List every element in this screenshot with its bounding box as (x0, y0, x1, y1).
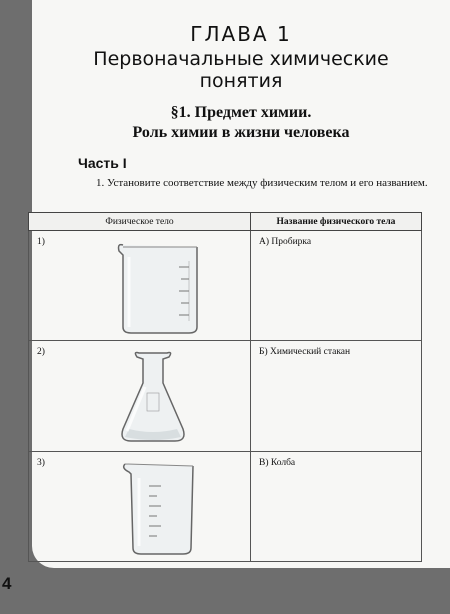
object-cell (29, 231, 251, 341)
measuring-cup-icon (117, 458, 207, 558)
section-title-line: §1. Предмет химии. (170, 104, 312, 121)
name-cell (251, 231, 422, 341)
chapter-title-line: Первоначальные химические (93, 48, 389, 70)
section-title-line: Роль химии в жизни человека (132, 124, 350, 141)
table-row (29, 341, 422, 451)
name-cell (251, 341, 422, 451)
option-label: А) Пробирка (259, 237, 312, 247)
row-number: 3) (37, 457, 45, 468)
matching-table (28, 212, 422, 562)
name-cell (251, 451, 422, 561)
beaker-icon (109, 241, 209, 337)
table-row (29, 451, 422, 561)
row-number: 2) (37, 347, 45, 358)
chapter-title-line: понятия (199, 70, 283, 92)
flask-icon (113, 347, 193, 447)
object-cell (29, 451, 251, 561)
page-number: 4 (2, 574, 12, 593)
option-label: Б) Химический стакан (259, 347, 351, 358)
column-header: Физическое тело (29, 213, 251, 231)
part-heading: Часть I (78, 155, 127, 171)
object-cell (29, 341, 251, 451)
chapter-heading: ГЛАВА 1 (190, 22, 292, 46)
table-row (29, 231, 422, 341)
row-number: 1) (37, 237, 45, 247)
column-header: Название физического тела (251, 213, 422, 231)
chapter-title (32, 48, 450, 92)
table-header-row (29, 213, 422, 231)
option-label: В) Колба (259, 457, 296, 468)
task-text: 1. Установите соответствие между физическим телом и его названием. (96, 177, 428, 189)
section-title (32, 103, 450, 143)
